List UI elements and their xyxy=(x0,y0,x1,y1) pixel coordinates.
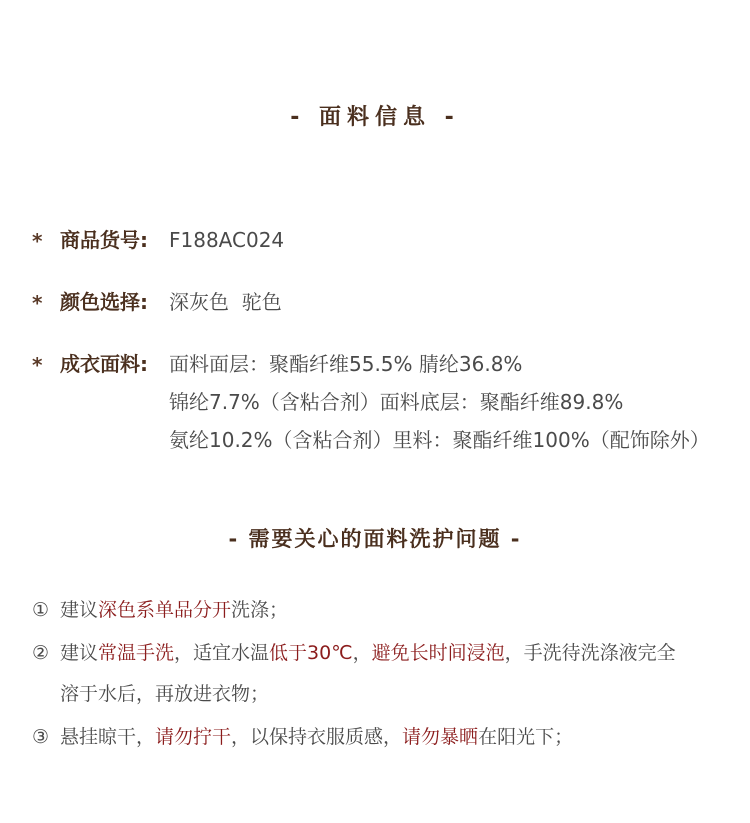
fabric-label: 成衣面料: xyxy=(60,352,148,376)
care-text: ，手洗待洗涤液完全 xyxy=(504,642,676,664)
care-item-continuation: 溶于水后，再放进衣物； xyxy=(60,683,270,705)
care-section-title: - 需要关心的面料洗护问题 - xyxy=(228,527,522,551)
color-value: 深灰色 驼色 xyxy=(169,290,282,314)
care-highlight: 深色系单品分开 xyxy=(98,599,232,621)
care-text: 建议 xyxy=(60,599,99,621)
care-highlight: 常温手洗 xyxy=(98,642,175,664)
care-number: ① xyxy=(32,599,50,621)
care-text: ，以保持衣服质感， xyxy=(231,726,403,748)
care-item xyxy=(32,638,676,668)
care-highlight: 请勿暴晒 xyxy=(402,726,479,748)
care-highlight: 低于30℃ xyxy=(269,642,353,664)
star-bullet-icon: * xyxy=(32,291,43,315)
sku-value: F188AC024 xyxy=(169,228,285,252)
star-bullet-icon: * xyxy=(32,229,43,253)
care-number: ② xyxy=(32,642,50,664)
care-number: ③ xyxy=(32,726,50,748)
care-highlight: 避免长时间浸泡 xyxy=(371,642,505,664)
fabric-line: 面料面层：聚酯纤维55.5% 腈纶36.8% xyxy=(169,352,523,376)
star-bullet-icon: * xyxy=(32,353,43,377)
care-text: 建议 xyxy=(60,642,99,664)
care-text: ，适宜水温 xyxy=(174,642,270,664)
fabric-line: 锦纶7.7%（含粘合剂）面料底层：聚酯纤维89.8% xyxy=(169,390,624,414)
fabric-info-title: - 面料信息 - xyxy=(290,105,460,130)
color-label: 颜色选择: xyxy=(60,290,148,314)
sku-label: 商品货号: xyxy=(60,228,148,252)
care-text: 在阳光下； xyxy=(478,726,574,748)
fabric-composition xyxy=(169,345,710,459)
care-highlight: 请勿拧干 xyxy=(155,726,232,748)
fabric-line: 氨纶10.2%（含粘合剂）里料：聚酯纤维100%（配饰除外） xyxy=(169,428,710,452)
care-text: ， xyxy=(352,642,372,664)
care-item xyxy=(32,722,573,752)
care-text: 悬挂晾干， xyxy=(60,726,156,748)
care-text: 洗涤； xyxy=(231,599,289,621)
care-item xyxy=(32,595,288,625)
